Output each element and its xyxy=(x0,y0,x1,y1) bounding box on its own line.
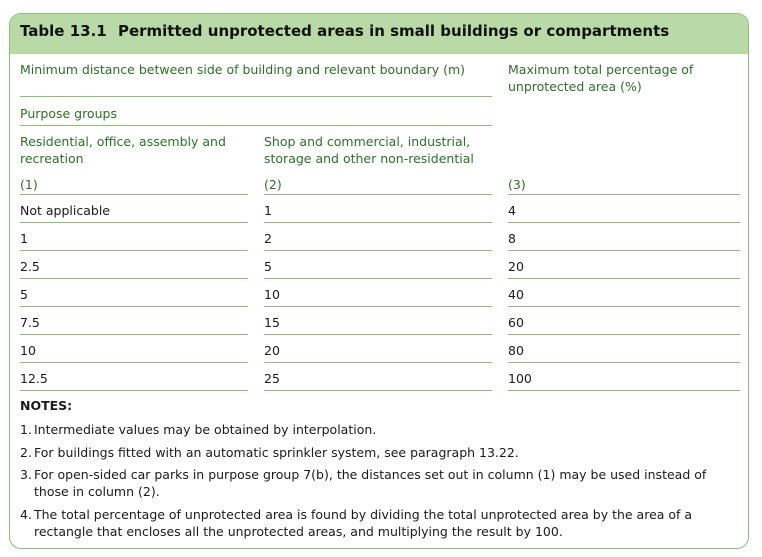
table-cell: 10 xyxy=(20,343,36,358)
header-purpose-groups: Purpose groups xyxy=(20,106,117,121)
row-rule xyxy=(264,390,492,391)
header-rule-2 xyxy=(20,125,492,126)
row-rule xyxy=(264,334,492,335)
table-title-bar xyxy=(10,14,748,54)
row-rule xyxy=(264,222,492,223)
table-title: Permitted unprotected areas in small buildings or compartments xyxy=(117,22,670,40)
table-cell: 40 xyxy=(508,287,524,302)
header-rule-col3 xyxy=(508,194,740,195)
row-rule xyxy=(508,222,740,223)
note-number: 2. xyxy=(20,445,32,460)
row-rule xyxy=(264,278,492,279)
note-item xyxy=(20,466,742,500)
header-col3-number: (3) xyxy=(508,177,526,192)
header-rule-col1 xyxy=(20,194,248,195)
row-rule xyxy=(20,362,248,363)
note-number: 1. xyxy=(20,422,32,437)
table-cell: 20 xyxy=(264,343,280,358)
note-text: For buildings fitted with an automatic sprinkler system, see paragraph 13.22. xyxy=(34,445,519,460)
row-rule xyxy=(508,306,740,307)
note-number: 3. xyxy=(20,467,32,482)
note-text: For open-sided car parks in purpose group 7(b), the distances set out in column (1) may be used instead of those in column (2). xyxy=(34,467,707,499)
row-rule xyxy=(508,334,740,335)
header-rule-1 xyxy=(20,96,492,97)
row-rule xyxy=(264,250,492,251)
row-rule xyxy=(20,390,248,391)
note-text: The total percentage of unprotected area is found by dividing the total unprotected area by the area of a rectangle that encloses all the unprotected areas, and multiplying the result by 100. xyxy=(34,507,693,539)
table-number: Table 13.1 xyxy=(20,22,107,40)
table-cell: Not applicable xyxy=(20,203,110,218)
header-rule-col2 xyxy=(264,194,492,195)
row-rule xyxy=(508,250,740,251)
table-cell: 1 xyxy=(20,231,28,246)
table-cell: 100 xyxy=(508,371,532,386)
row-rule xyxy=(20,250,248,251)
table-cell: 2 xyxy=(264,231,272,246)
row-rule xyxy=(20,222,248,223)
table-cell: 2.5 xyxy=(20,259,40,274)
row-rule xyxy=(508,362,740,363)
row-rule xyxy=(20,306,248,307)
note-item xyxy=(20,421,742,438)
header-col1-heading: Residential, office, assembly and recreation xyxy=(20,134,226,166)
row-rule xyxy=(508,278,740,279)
table-cell: 20 xyxy=(508,259,524,274)
note-item xyxy=(20,444,742,461)
row-rule xyxy=(508,390,740,391)
header-max-percentage: Maximum total percentage of unprotected area (%) xyxy=(508,62,694,94)
table-cell: 5 xyxy=(264,259,272,274)
table-cell: 4 xyxy=(508,203,516,218)
row-rule xyxy=(264,306,492,307)
table-cell: 80 xyxy=(508,343,524,358)
table-cell: 10 xyxy=(264,287,280,302)
row-rule xyxy=(264,362,492,363)
header-col2-heading: Shop and commercial, industrial, storage and other non-residential xyxy=(264,134,474,166)
row-rule xyxy=(20,334,248,335)
notes-heading: NOTES: xyxy=(20,398,73,413)
table-frame xyxy=(9,13,749,549)
header-min-distance: Minimum distance between side of building and relevant boundary (m) xyxy=(20,62,466,77)
row-rule xyxy=(20,278,248,279)
table-cell: 12.5 xyxy=(20,371,48,386)
table-cell: 8 xyxy=(508,231,516,246)
table-cell: 1 xyxy=(264,203,272,218)
note-number: 4. xyxy=(20,507,32,522)
header-col1-number: (1) xyxy=(20,177,38,192)
note-item xyxy=(20,506,742,540)
table-cell: 25 xyxy=(264,371,280,386)
table-cell: 15 xyxy=(264,315,280,330)
table-cell: 7.5 xyxy=(20,315,40,330)
table-cell: 5 xyxy=(20,287,28,302)
header-col2-number: (2) xyxy=(264,177,282,192)
note-text: Intermediate values may be obtained by interpolation. xyxy=(34,422,377,437)
table-cell: 60 xyxy=(508,315,524,330)
